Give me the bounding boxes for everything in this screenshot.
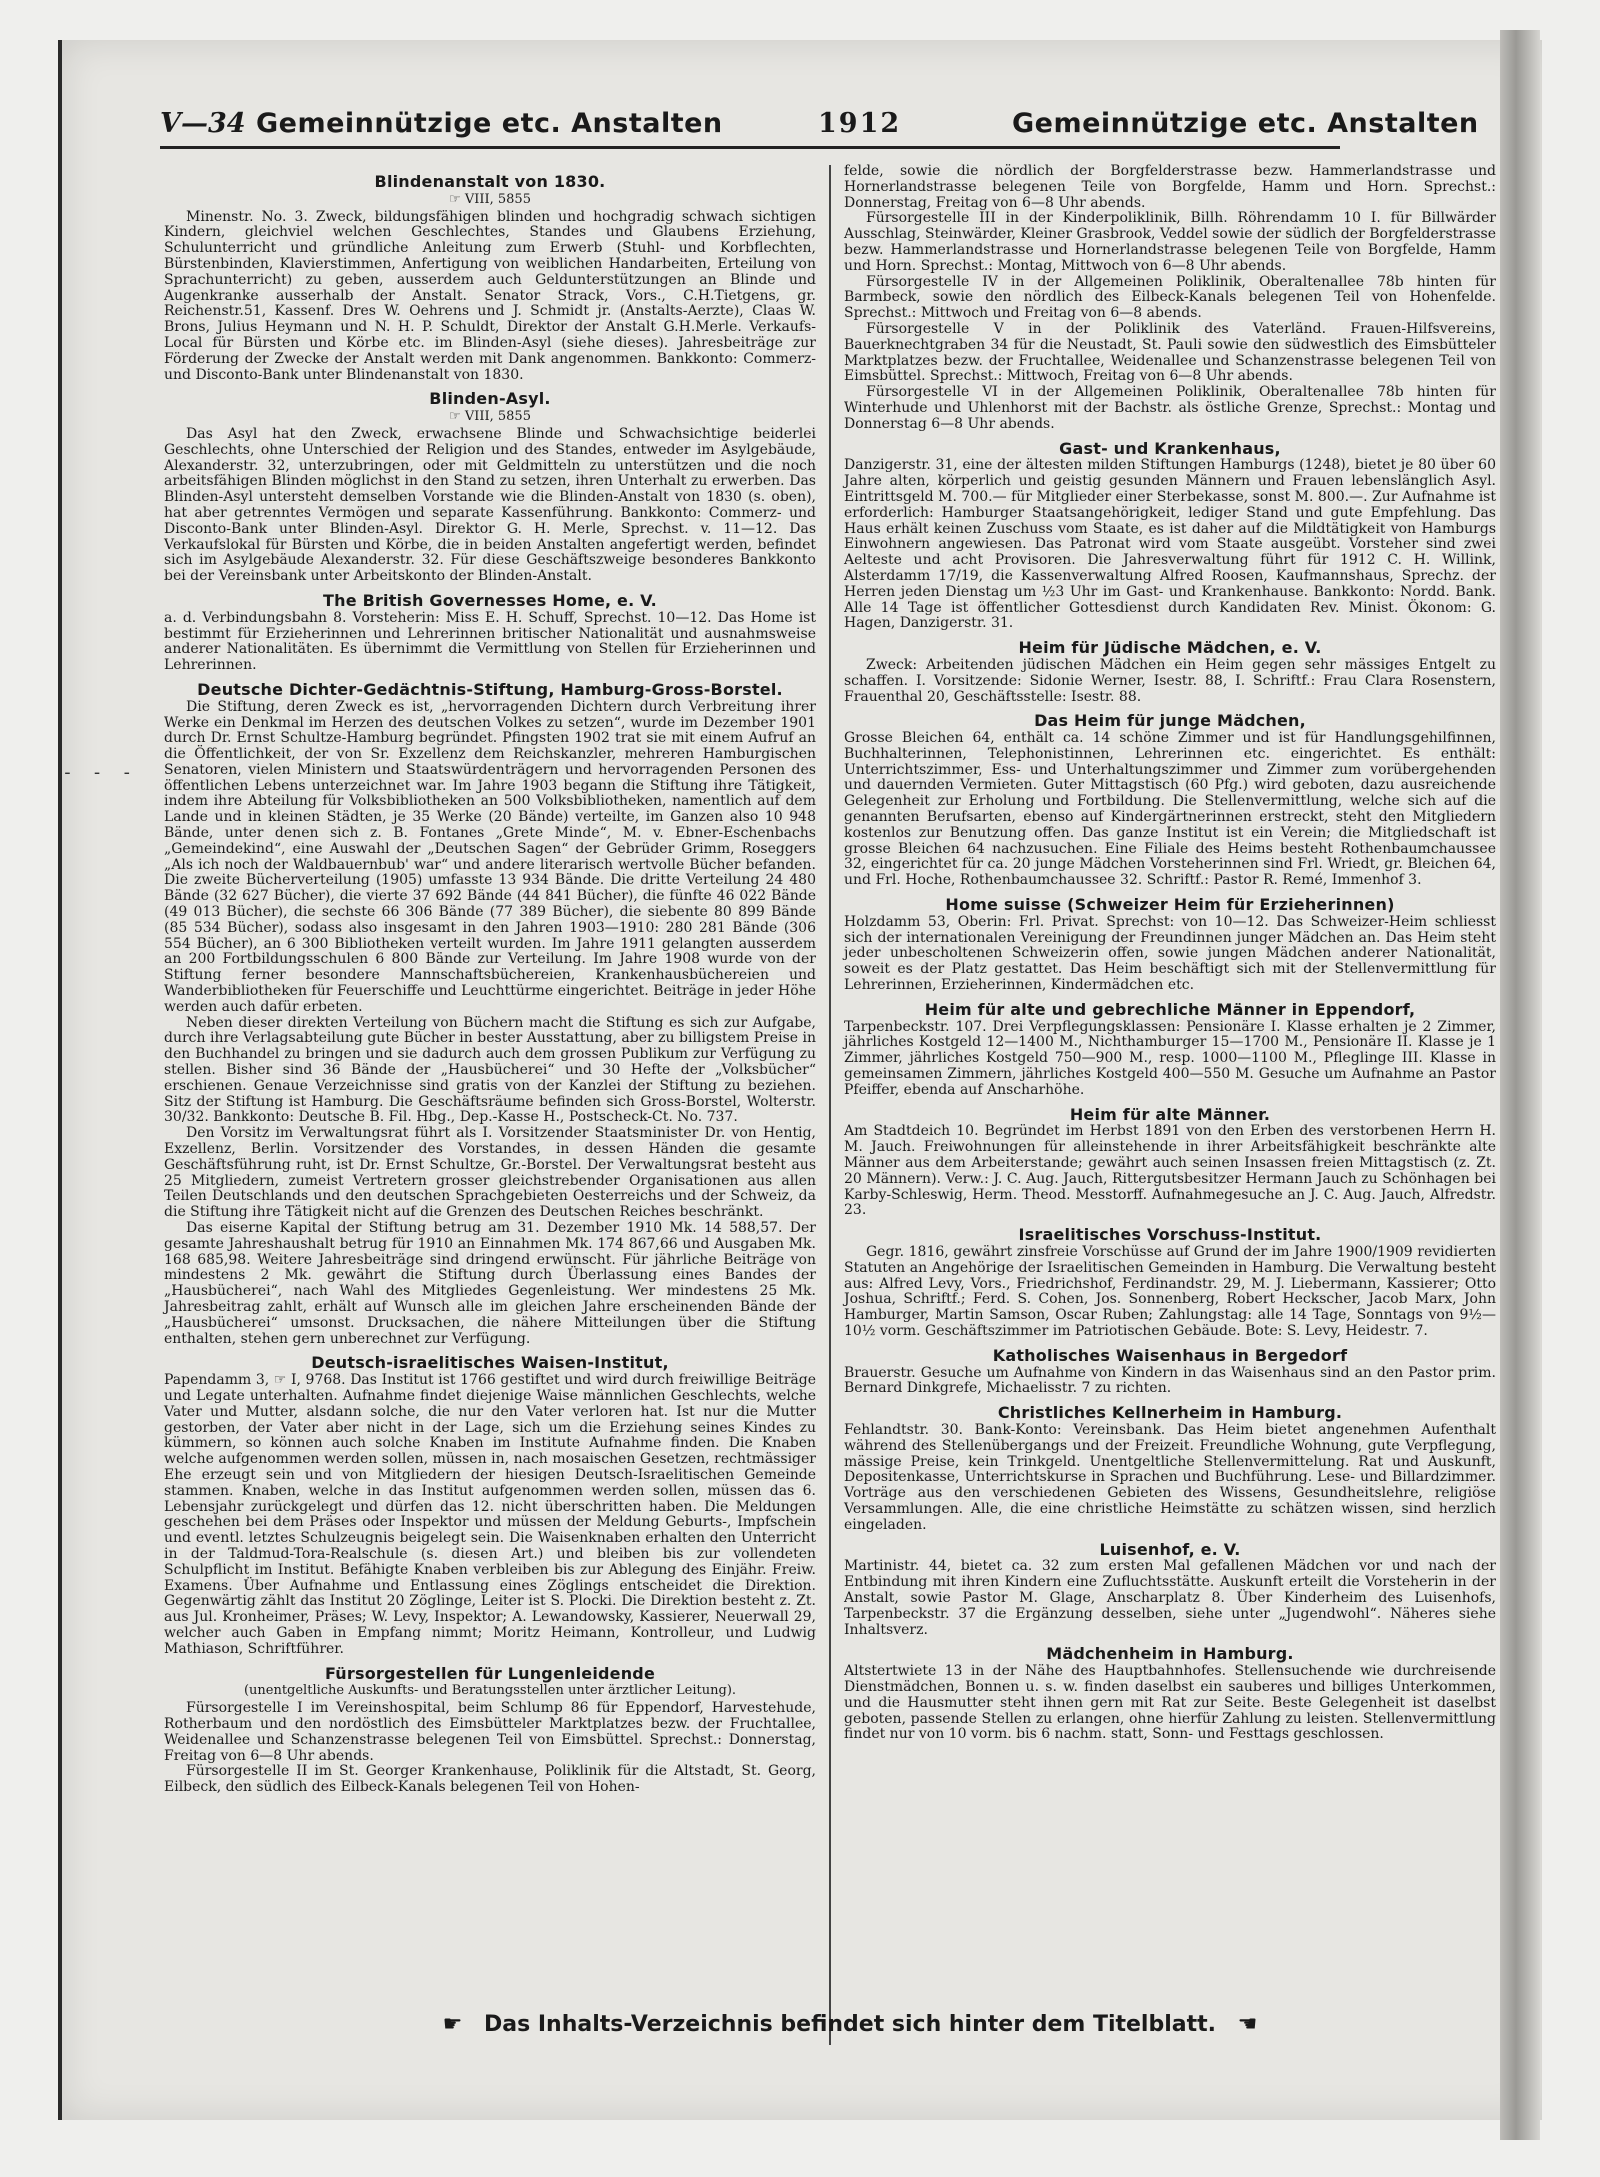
section-text: Fürsorgestelle IV in der Allgemeinen Poliklinik, Oberaltenallee 78b hinten für Barmbeck, sowie den nördlich des Eilbeck-Kanals belegenen Teil von Hohenfelde. Sprechst.: Mittwoch und Freitag von 6—8 abends. (844, 273, 1496, 322)
section-text: Neben dieser direkten Verteilung von Büchern macht die Stiftung es sich zur Aufgabe, durch ihre Verlagsabteilung gute Bücher in bester Ausstattung, aber zu billigstem Preise in den Buchhandel zu bringen und sie dadurch auch dem grossen Publikum zur Verfügung zu stellen. Bisher sind 36 Bände der „Hausbücherei“ und 30 Hefte der „Volksbücher“ erschienen. Genaue Verzeichnisse sind gratis von der Kanzlei der Stiftung zu beziehen. Sitz der Stiftung ist Hamburg. Die Geschäftsräume befinden sich Gross-Borstel, Wolterstr. 30/32. Bankkonto: Deutsche B. Fil. Hbg., Dep.-Kasse H., Postscheck-Ct. No. 737. (164, 1014, 816, 1126)
header-left-title: Gemeinnützige etc. Anstalten (256, 108, 723, 139)
section-title: Heim für alte und gebrechliche Männer in Eppendorf, (924, 999, 1416, 1019)
column-divider (829, 165, 831, 2045)
section-title: Blinden-Asyl. (429, 389, 551, 409)
section-title: Mädchenheim in Hamburg. (1046, 1644, 1294, 1664)
section-title: The British Governesses Home, e. V. (323, 590, 657, 610)
header-right-title: Gemeinnützige etc. Anstalten (1012, 108, 1479, 139)
section-title: Deutsche Dichter-Gedächtnis-Stiftung, Hamburg-Gross-Borstel. (197, 679, 783, 699)
section-title: Home suisse (Schweizer Heim für Erzieherinnen) (945, 895, 1395, 915)
section-title: Heim für Jüdische Mädchen, e. V. (1018, 638, 1322, 658)
pointing-hand-left-icon: ☚ (1237, 2012, 1258, 2037)
section-subtitle: (unentgeltliche Auskunfts- und Beratungsstellen unter ärztlicher Leitung). (243, 1683, 737, 1699)
margin-mark: - - - (62, 762, 137, 783)
section-title: Luisenhof, e. V. (1099, 1539, 1241, 1559)
section-text: Minenstr. No. 3. Zweck, bildungsfähigen blinden und hochgradig schwach sichtigen Kindern, gleichviel welchen Geschlechtes, Standes und Glaubens Erziehung, Schulunterricht und gründliche Anleitung zum Erwerb (Stuhl- und Korbflechten, Bürstenbinden, Klavierstimmen, Anfertigung von weiblichen Handarbeiten, Erteilung von Sprachunterricht) zu geben, ausserdem auch Geldunterstützungen an Blinde und Augenkranke ausserhalb der Anstalt. Senator Strack, Vors., C.H.Tietgens, gr. Reichenstr.51, Kassenf. Dres W. Oehrens und J. Schmidt jr. (Anstalts-Aerzte), Claas W. Brons, Julius Heymann und N. H. P. Schuldt, Direktor der Anstalt G.H.Merle. Verkaufs-Local für Bürsten und Körbe etc. im Blinden-Asyl (siehe dieses). Jahresbeiträge zur Förderung der Zwecke der Anstalt werden mit Dank angenommen. Bankkonto: Commerz- und Disconto-Bank unter Blindenanstalt von 1830. (164, 208, 816, 383)
section-title: Deutsch-israelitisches Waisen-Institut, (311, 1353, 669, 1373)
section-text: felde, sowie die nördlich der Borgfelderstrasse bezw. Hammerlandstrasse und Hornerlandstrasse belegenen Teile von Borgfelde, Hamm und Horn. Sprechst.: Donnerstag, Freitag von 6—8 Uhr abends. (844, 163, 1496, 211)
left-column (164, 164, 816, 1796)
phone-number: ☞ VIII, 5855 (449, 409, 531, 425)
section-title: Das Heim für junge Mädchen, (1034, 711, 1306, 731)
section-text: Das Asyl hat den Zweck, erwachsene Blinde und Schwachsichtige beiderlei Geschlechts, ohne Unterschied der Religion und des Standes, entweder im Asylgebäude, Alexanderstr. 32, unterzubringen, oder mit Geldmitteln zu unterstützen und die noch arbeitsfähigen Blinden möglichst in den Stand zu setzen, ihren Unterhalt zu erwerben. Das Blinden-Asyl untersteht demselben Vorstande wie die Blinden-Anstalt von 1830 (s. oben), hat aber getrenntes Vermögen und separate Kassenführung. Bankkonto: Commerz- und Disconto-Bank unter Blinden-Asyl. Direktor G. H. Merle, Sprechst. v. 11—12. Das Verkaufslokal für Bürsten und Körbe, die in beiden Anstalten angefertigt werden, befindet sich im Asylgebäude Alexanderstr. 32. Für diese Geschäftszweige besonderes Bankkonto bei der Vereinsbank unter Arbeitskonto der Blinden-Anstalt. (164, 425, 816, 585)
footer-text: Das Inhalts-Verzeichnis befindet sich hinter dem Titelblatt. (483, 2012, 1216, 2037)
section-text: Tarpenbeckstr. 107. Drei Verpflegungsklassen: Pensionäre I. Klasse erhalten je 2 Zimmer, jährliches Kostgeld 12—1400 M., Nichthamburger 15—1700 M., Pensionäre II. Klasse je 1 Zimmer, jährliches Kostgeld 750—900 M., resp. 1000—1100 M., Pfleglinge III. Klasse in gemeinsamen Zimmern, jährliches Kostgeld 400—550 M. Gesuche um Aufnahme an Pastor Pfeiffer, ebenda auf Anscharhöhe. (844, 1018, 1496, 1098)
section-title: Heim für alte Männer. (1069, 1104, 1271, 1124)
section-text: a. d. Verbindungsbahn 8. Vorsteherin: Miss E. H. Schuff, Sprechst. 10—12. Das Home ist bestimmt für Erzieherinnen und Lehrerinnen britischer Nationalität und ausnahmsweise anderer Nationalitäten. Es übernimmt die Vermittlung von Stellen für Erzieherinnen und Lehrerinnen. (164, 609, 816, 674)
section-title: Fürsorgestellen für Lungenleidende (324, 1663, 656, 1683)
pointing-hand-right-icon: ☛ (442, 2012, 463, 2037)
section-text: Fürsorgestelle II im St. Georger Krankenhause, Poliklinik für die Altstadt, St. Georg, Eilbeck, den südlich des Eilbeck-Kanals belegenen Teil von Hohen- (164, 1763, 816, 1796)
section-text: Fürsorgestelle III in der Kinderpoliklinik, Billh. Röhrendamm 10 I. für Billwärder Ausschlag, Steinwärder, Kleiner Grasbrook, Veddel sowie der südlich der Borgfelderstrasse bezw. Hammerlandstrasse und Hornerlandstrasse belegenen Teile von Borgfelde, Hamm und Horn. Sprechst.: Montag, Mittwoch von 6—8 Uhr abends. (844, 210, 1496, 274)
header-rule (160, 146, 1340, 149)
running-header (160, 108, 1479, 144)
footer-notice (390, 2012, 1310, 2037)
section-text: Am Stadtdeich 10. Begründet im Herbst 1891 von den Erben des verstorbenen Herrn H. M. Jauch. Freiwohnungen für alleinstehende in ihrer Arbeitsfähigkeit beschränkte alte Männer aus dem Arbeiterstande; gewährt auch seinen Insassen freien Mittagstisch (z. Zt. 20 Männern). Verw.: J. C. Aug. Jauch, Rittergutsbesitzer Hermann Jauch zu Schönhagen bei Karby-Schleswig, Herm. Theod. Messtorff. Aufnahmegesuche an J. C. Aug. Jauch, Alfredstr. 23. (844, 1123, 1496, 1219)
section-text: Fürsorgestelle VI in der Allgemeinen Poliklinik, Oberaltenallee 78b hinten für Winterhude und Uhlenhorst mit der Bachstr. als östliche Grenze, Sprechst.: Montag und Donnerstag 6—8 Uhr abends. (844, 384, 1496, 432)
page-edge (1500, 30, 1540, 2140)
section-title: Blindenanstalt von 1830. (374, 172, 606, 191)
section-text: Fürsorgestelle I im Vereinshospital, beim Schlump 86 für Eppendorf, Harvestehude, Rotherbaum und den nordöstlich des Eimsbütteler Marktplatzes bezw. der Fruchtallee, Weidenallee und Schanzenstrasse belegenen Teil von Eimsbüttel. Sprechst.: Donnerstag, Freitag von 6—8 Uhr abends. (164, 1700, 816, 1764)
section-text: Das eiserne Kapital der Stiftung betrug am 31. Dezember 1910 Mk. 14 588,57. Der gesamte Jahreshaushalt betrug für 1910 an Einnahmen Mk. 174 867,66 und Ausgaben Mk. 168 685,98. Weitere Jahresbeiträge sind dringend erwünscht. Für jährliche Beiträge von mindestens 2 Mk. gewährt die Stiftung durch Überlassung eines Bandes der „Hausbücherei“, nach Wahl des Mitgliedes Gegenleistung. Wer mindestens 25 Mk. Jahresbeitrag zahlt, erhält auf Wunsch alle im gleichen Jahre erscheinenden Bände der „Hausbücherei“ umsonst. Drucksachen, die nähere Mitteilungen über die Stiftung enthalten, stehen gern unberechnet zur Verfügung. (164, 1220, 816, 1347)
section-text: Den Vorsitz im Verwaltungsrat führt als I. Vorsitzender Staatsminister Dr. von Hentig, Exzellenz, Berlin. Vorsitzender des Vorstandes, in dessen Händen die gesamte Geschäftsführung ruht, ist Dr. Ernst Schultze, Gr.-Borstel. Der Verwaltungsrat besteht aus 25 Mitgliedern, zumeist Vertretern grosser gleichstrebender Organisationen aus allen Teilen Deutschlands und den deutschen Sprachgebieten Oesterreichs und der Schweiz, da die Stiftung ihre Tätigkeit nicht auf die Grenzen des Deutschen Reiches beschränkt. (164, 1125, 816, 1221)
section-text: Martinistr. 44, bietet ca. 32 zum ersten Mal gefallenen Mädchen vor und nach der Entbindung mit ihren Kindern eine Zufluchtsstätte. Auskunft erteilt die Vorsteherin in der Anstalt, sowie Pastor M. Glage, Anscharplatz 8. Über Kinderheim des Luisenhofs, Tarpenbeckstr. 37 die Ergänzung desselben, siehe unter „Jugendwohl“. Näheres siehe Inhaltsverz. (844, 1558, 1496, 1638)
section-title: Katholisches Waisenhaus in Bergedorf (992, 1345, 1348, 1365)
header-year: 1912 (818, 108, 902, 139)
right-column (844, 164, 1496, 1743)
section-text: Die Stiftung, deren Zweck es ist, „hervorragenden Dichtern durch Verbreitung ihrer Werke ein Denkmal im Herzen des deutschen Volkes zu setzen“, wurde im Dezember 1901 durch Dr. Ernst Schultze-Hamburg begründet. Pfingsten 1902 trat sie mit einem Aufruf an die Öffentlichkeit, der von Sr. Exzellenz dem Reichskanzler, mehreren Hamburgischen Senatoren, vielen Ministern und Staatswürdenträgern und hervorragenden Personen des öffentlichen Lebens unterzeichnet war. Im Jahre 1903 begann die Stiftung ihre Tätigkeit, indem ihre Abteilung für Volksbibliotheken an 500 Volksbibliotheken, namentlich auf dem Lande und in kleinen Städten, je 35 Werke (20 Bände) verteilte, im Ganzen also 10 948 Bände, unter denen sich z. B. Fontanes „Grete Minde“, M. v. Ebner-Eschenbachs „Gemeindekind“, eine Auswahl der „Deutschen Sagen“ der Gebrüder Grimm, Roseggers „Als ich noch der Waldbauernbub' war“ und andere literarisch wertvolle Bücher befanden. Die zweite Bücherverteilung (1905) umfasste 13 934 Bände. Die dritte Verteilung 24 480 Bände (32 627 Bücher), die vierte 37 692 Bände (44 841 Bücher), die fünfte 46 022 Bände (49 013 Bücher), die sechste 66 306 Bände (77 389 Bücher), die siebente 80 899 Bände (85 534 Bücher), sodass also insgesamt in den Jahren 1903—1910: 280 281 Bände (306 554 Bücher), an 6 300 Bibliotheken verteilt wurden. Im Jahre 1911 gelangten ausserdem an 200 Fortbildungsschulen 6 800 Bände zur Verteilung. Im Jahre 1908 wurde von der Stiftung ferner besondere Mannschaftsbüchereien, Krankenhausbüchereien und Wanderbibliotheken für Feuerschiffe und Leuchttürme eingerichtet. Beiträge in jeder Höhe werden auch dafür erbeten. (164, 698, 816, 1015)
page-number: V—34 (160, 108, 246, 139)
section-text: Altstertwiete 13 in der Nähe des Hauptbahnhofes. Stellensuchende wie durchreisende Dienstmädchen, Bonnen u. s. w. finden daselbst ein sauberes und billiges Unterkommen, und die Hausmutter steht ihnen gern mit Rat zur Seite. Beste Gelegenheit ist daselbst geboten, passende Stellen zu erlangen, ohne hierfür Zahlung zu leisten. Stellenvermittlung findet nur von 10 vorm. bis 6 nachm. statt, Sonn- und Festtags geschlossen. (844, 1663, 1496, 1743)
phone-number: ☞ VIII, 5855 (449, 191, 531, 207)
section-text: Grosse Bleichen 64, enthält ca. 14 schöne Zimmer und ist für Handlungsgehilfinnen, Buchhalterinnen, Telephonistinnen, Lehrerinnen etc. eingerichtet. Es enthält: Unterrichtszimmer, Ess- und Unterhaltungszimmer und Zimmer zum vorübergehenden und dauernden Vermieten. Guter Mittagstisch (60 Pfg.) wird geboten, dazu ausreichende Gelegenheit zur Erholung und Fortbildung. Die Stellenvermittlung, welche sich auf die genannten Berufsarten, ebenso auf Kindergärtnerinnen erstreckt, steht den Mitgliedern kostenlos zur Benutzung offen. Das ganze Institut ist ein Verein; die Mitgliedschaft ist grosse Bleichen 64 nachzusuchen. Eine Filiale des Heims besteht Rothenbaumchaussee 32, eingerichtet für ca. 20 junge Mädchen Vorsteherinnen sind Frl. Wriedt, gr. Bleichen 64, und Frl. Hoche, Rothenbaumchaussee 32. Schriftf.: Pastor R. Remé, Immenhof 3. (844, 730, 1496, 889)
section-text: Brauerstr. Gesuche um Aufnahme von Kindern in das Waisenhaus sind an den Pastor prim. Bernard Dinkgrefe, Michaelisstr. 7 zu richten. (844, 1364, 1496, 1397)
section-text: Fürsorgestelle V in der Poliklinik des Vaterländ. Frauen-Hilfsvereins, Bauerknechtgraben 34 für die Neustadt, St. Pauli sowie den südwestlich des Eimsbütteler Marktplatzes bezw. der Fruchtallee, Weidenallee und Schanzenstrasse belegenen Teil von Eimsbüttel. Sprechst.: Mittwoch, Freitag von 6—8 Uhr abends. (844, 320, 1496, 385)
section-text: Fehlandtstr. 30. Bank-Konto: Vereinsbank. Das Heim bietet angenehmen Aufenthalt während des Stellenübergangs und der Freizeit. Freundliche Wohnung, gute Verpflegung, mässige Preise, kein Trinkgeld. Unentgeltliche Stellenvermittelung. Rat und Auskunft, Depositenkasse, Unterrichtskurse in Sprachen und Buchführung. Lese- und Billardzimmer. Vorträge aus den verschiedenen Gebieten des Wissens, Gesundheitslehre, religiöse Versammlungen. Alle, die eine christliche Heimstätte zu schätzen wissen, sind herzlich eingeladen. (844, 1421, 1496, 1533)
section-title: Gast- und Krankenhaus, (1059, 438, 1281, 458)
section-title: Israelitisches Vorschuss-Institut. (1018, 1225, 1322, 1245)
section-text: Papendamm 3, ☞ I, 9768. Das Institut ist 1766 gestiftet und wird durch freiwillige Beiträge und Legate unterhalten. Aufnahme findet diejenige Waise männlichen Geschlechts, welche Vater und Mutter, alsdann solche, die nur den Vater verloren hat. Ist nur die Mutter gestorben, der Vater aber nicht in der Lage, sich um die Erziehung seines Kindes zu kümmern, so können auch solche Knaben im Institute Aufnahme finden. Die Knaben welche aufgenommen werden sollen, müssen in, nach mosaischen Gesetzen, rechtmässiger Ehe erzeugt sein und von Mitgliedern der hiesigen Deutsch-Israelitischen Gemeinde stammen. Knaben, welche in das Institut aufgenommen werden sollen, müssen das 6. Lebensjahr zurückgelegt und dürfen das 12. nicht überschritten haben. Die Meldungen geschehen bei dem Präses oder Inspektor und müssen der Meldung Geburts-, Impfschein und eventl. letztes Schulzeugnis beigelegt sein. Die Waisenknaben erhalten den Unterricht in der Taldmud-Tora-Realschule (s. diesen Art.) und bleiben bis zur vollendeten Schulpflicht im Institut. Befähigte Knaben verbleiben bis zur Ablegung des Einjähr. Freiw. Examens. Über Aufnahme und Entlassung eines Zöglings entscheidet die Direktion. Gegenwärtig zählt das Institut 20 Zöglinge, Leiter ist S. Plocki. Die Direktion besteht z. Zt. aus Jul. Kronheimer, Präses; W. Levy, Inspektor; A. Lewandowsky, Kassierer, Neuerwall 29, welcher auch Gaben in Empfang nimmt; Moritz Heimann, Kontrolleur, und Ludwig Mathiason, Schriftführer. (164, 1372, 816, 1657)
section-text: Zweck: Arbeitenden jüdischen Mädchen ein Heim gegen sehr mässiges Entgelt zu schaffen. I. Vorsitzende: Sidonie Werner, Isestr. 88, I. Schriftf.: Frau Clara Rosenstern, Frauenthal 20, Geschäftsstelle: Isestr. 88. (844, 656, 1496, 705)
section-text: Danzigerstr. 31, eine der ältesten milden Stiftungen Hamburgs (1248), bietet je 80 über 60 Jahre alten, körperlich und geistig gesunden Männern und Frauen lebenslänglich Asyl. Eintrittsgeld M. 700.— für Mitglieder einer Sterbekasse, sonst M. 800.—. Zur Aufnahme ist erforderlich: Hamburger Staatsangehörigkeit, lediger Stand und gute Empfehlung. Das Haus erhält keinen Zuschuss vom Staate, es ist daher auf die Mildtätigkeit von Hamburgs Einwohnern angewiesen. Das Patronat wird vom Staate ausgeübt. Vorsteher sind zwei Aelteste und acht Provisoren. Die Jahresverwaltung führt für 1912 C. H. Willink, Alsterdamm 17/19, die Kassenverwaltung Alfred Roosen, Kaufmannshaus, Sprechz. der Herren jeden Dienstag um ½3 Uhr im Gast- und Krankenhause. Bankkonto: Nordd. Bank. Alle 14 Tage ist öffentlicher Gottesdienst durch Kandidaten Rev. Minist. Ökonom: G. Hagen, Danzigerstr. 31. (844, 457, 1496, 632)
section-title: Christliches Kellnerheim in Hamburg. (997, 1403, 1343, 1423)
section-text: Holzdamm 53, Oberin: Frl. Privat. Sprechst: von 10—12. Das Schweizer-Heim schliesst sich der internationalen Vereinigung der Freundinnen junger Mädchen an. Das Heim steht jeder unbescholtenen Schweizerin offen, sowie jungen Mädchen anderer Nationalität, soweit es der Platz gestattet. Das Heim beschäftigt sich mit der Stellenvermittlung für Lehrerinnen, Erzieherinnen, Kindermädchen etc. (844, 913, 1496, 994)
section-text: Gegr. 1816, gewährt zinsfreie Vorschüsse auf Grund der im Jahre 1900/1909 revidierten Statuten an Angehörige der Israelitischen Gemeinden in Hamburg. Die Verwaltung besteht aus: Alfred Levy, Vors., Friedrichshof, Ferdinandstr. 29, M. J. Liebermann, Kassierer; Otto Joshua, Schriftf.; Ferd. S. Cohen, Jos. Sonnenberg, Robert Heckscher, Jacob Marx, John Hamburger, Martin Samson, Oscar Ruben; Zahlungstag: alle 14 Tage, Sonntags von 9½—10½ vorm. Geschäftszimmer im Patriotischen Gebäude. Bote: S. Levy, Heidestr. 7. (844, 1244, 1496, 1339)
